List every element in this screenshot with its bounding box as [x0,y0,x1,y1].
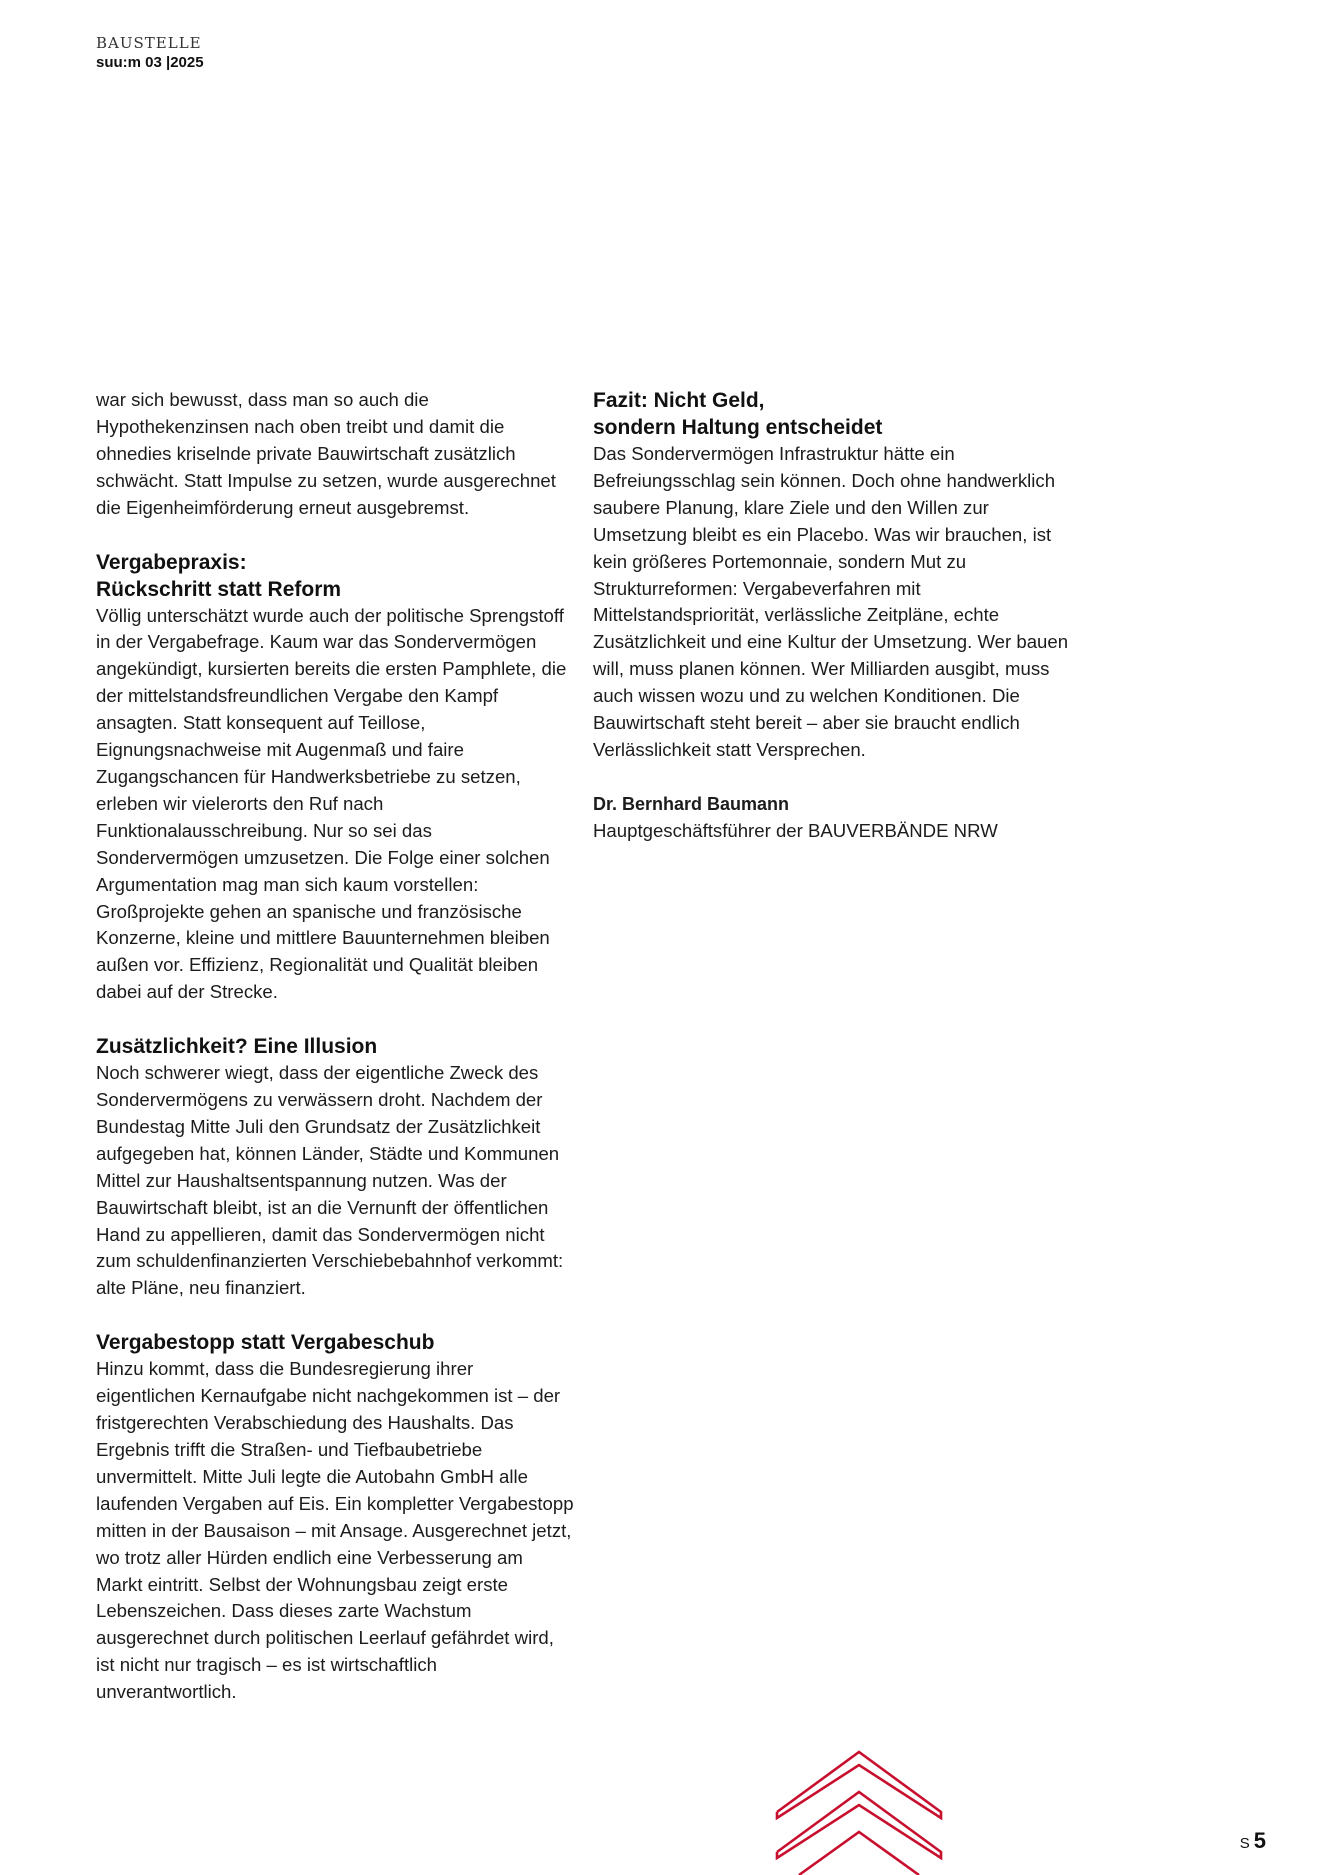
author-name: Dr. Bernhard Baumann [593,793,790,814]
heading-line: Rückschritt statt Reform [96,577,342,601]
page-number-value: 5 [1253,1828,1266,1853]
right-column [593,387,1073,845]
heading-line: Fazit: Nicht Geld, [593,389,765,412]
vergabestopp-paragraph: Hinzu kommt, dass die Bundesregierung ihrer eigentlichen Kernaufgabe nicht nachgekommen ist – der fristgerechten Verabschiedung des Haushalts. Das Ergebnis trifft die Straßen- und Tiefbaubetriebe unvermittelt. Mitte Juli legte die Autobahn GmbH alle laufenden Vergaben auf Eis. Ein kompletter Vergabestopp mitten in der Bausaison – mit Ansage. Ausgerechnet jetzt, wo trotz aller Hürden endlich eine Verbesserung am Markt eintritt. Selbst der Wohnungsbau zeigt erste Lebenszeichen. Dass dieses zarte Wachstum ausgerechnet durch politischen Leerlauf gefährdet wird, ist nicht nur tragisch – es ist wirtschaftlich unverantwortlich. [96,1358,574,1703]
author-role: Hauptgeschäftsführer der BAUVERBÄNDE NRW [593,819,998,841]
section-heading-zusaetzlichkeit: Zusätzlichkeit? Eine Illusion [96,1035,378,1059]
intro-paragraph: war sich bewusst, dass man so auch die Hypothekenzinsen nach oben treibt und damit die ohnedies kriselnde private Bauwirtschaft zusätzlich schwächt. Statt Impulse zu setzen, wurde ausgerechnet die Eigenheimförderung erneut ausgebremst. [96,389,556,518]
chevron-icon [777,1752,941,1818]
vergabepraxis-paragraph: Völlig unterschätzt wurde auch der politische Sprengstoff in der Vergabefrage. Kaum war das Sondervermögen angekündigt, kursierten bereits die ersten Pamphlete, die der mittelstandsfreundlichen Vergabe den Kampf ansagten. Statt konsequent auf Teillose, Eignungsnachweise mit Augenmaß und faire Zugangschancen für Handwerksbetriebe zu setzen, erleben wir vielerorts den Ruf nach Funktionalausschreibung. Nur so sei das Sondervermögen umzusetzen. Die Folge einer solchen Argumentation mag man sich kaum vorstellen: Großprojekte gehen an spanische und französische Konzerne, kleine und mittlere Bauunternehmen bleiben außen vor. Effizienz, Regionalität und Qualität bleiben dabei auf der Strecke. [96,604,567,1003]
section-label: BAUSTELLE [96,34,202,52]
page-prefix: S [1239,1835,1250,1852]
section-heading-vergabestopp: Vergabestopp statt Vergabeschub [96,1331,435,1355]
issue-label: suu:m 03 |2025 [96,54,204,71]
page-number [1240,1828,1266,1854]
zusaetzlichkeit-paragraph: Noch schwerer wiegt, dass der eigentliche Zweck des Sondervermögens zu verwässern droht. Nachdem der Bundestag Mitte Juli den Grundsatz der Zusätzlichkeit aufgegeben hat, können Länder, Städte und Kommunen Mittel zur Haushaltsentspannung nutzen. Was der Bauwirtschaft bleibt, ist an die Vernunft der öffentlichen Hand zu appellieren, damit das Sondervermögen nicht zum schuldenfinanzierten Verschiebebahnhof verkommt: alte Pläne, neu finanziert. [96,1062,564,1299]
heading-line: Vergabepraxis: [96,550,247,574]
fazit-paragraph: Das Sondervermögen Infrastruktur hätte ein Befreiungsschlag sein können. Doch ohne handwerklich saubere Planung, klare Ziele und den Willen zur Umsetzung bleibt es ein Placebo. Was wir brauchen, ist kein größeres Portemonnaie, sondern Mut zu Strukturreformen: Vergabeverfahren mit Mittelstandspriorität, verlässliche Zeitpläne, echte Zusätzlichkeit und eine Kultur der Umsetzung. Wer bauen will, muss planen können. Wer Milliarden ausgibt, muss auch wissen wozu und zu welchen Konditionen. Die Bauwirtschaft steht bereit – aber sie braucht endlich Verlässlichkeit statt Versprechen. [593,443,1069,760]
left-column [96,387,574,1706]
chevron-arrows-icon [774,1750,944,1875]
section-heading-fazit [593,387,1073,441]
page-header [96,34,204,72]
chevron-icon [799,1832,919,1875]
section-heading-vergabepraxis [96,549,574,603]
heading-line: sondern Haltung entscheidet [593,416,883,439]
